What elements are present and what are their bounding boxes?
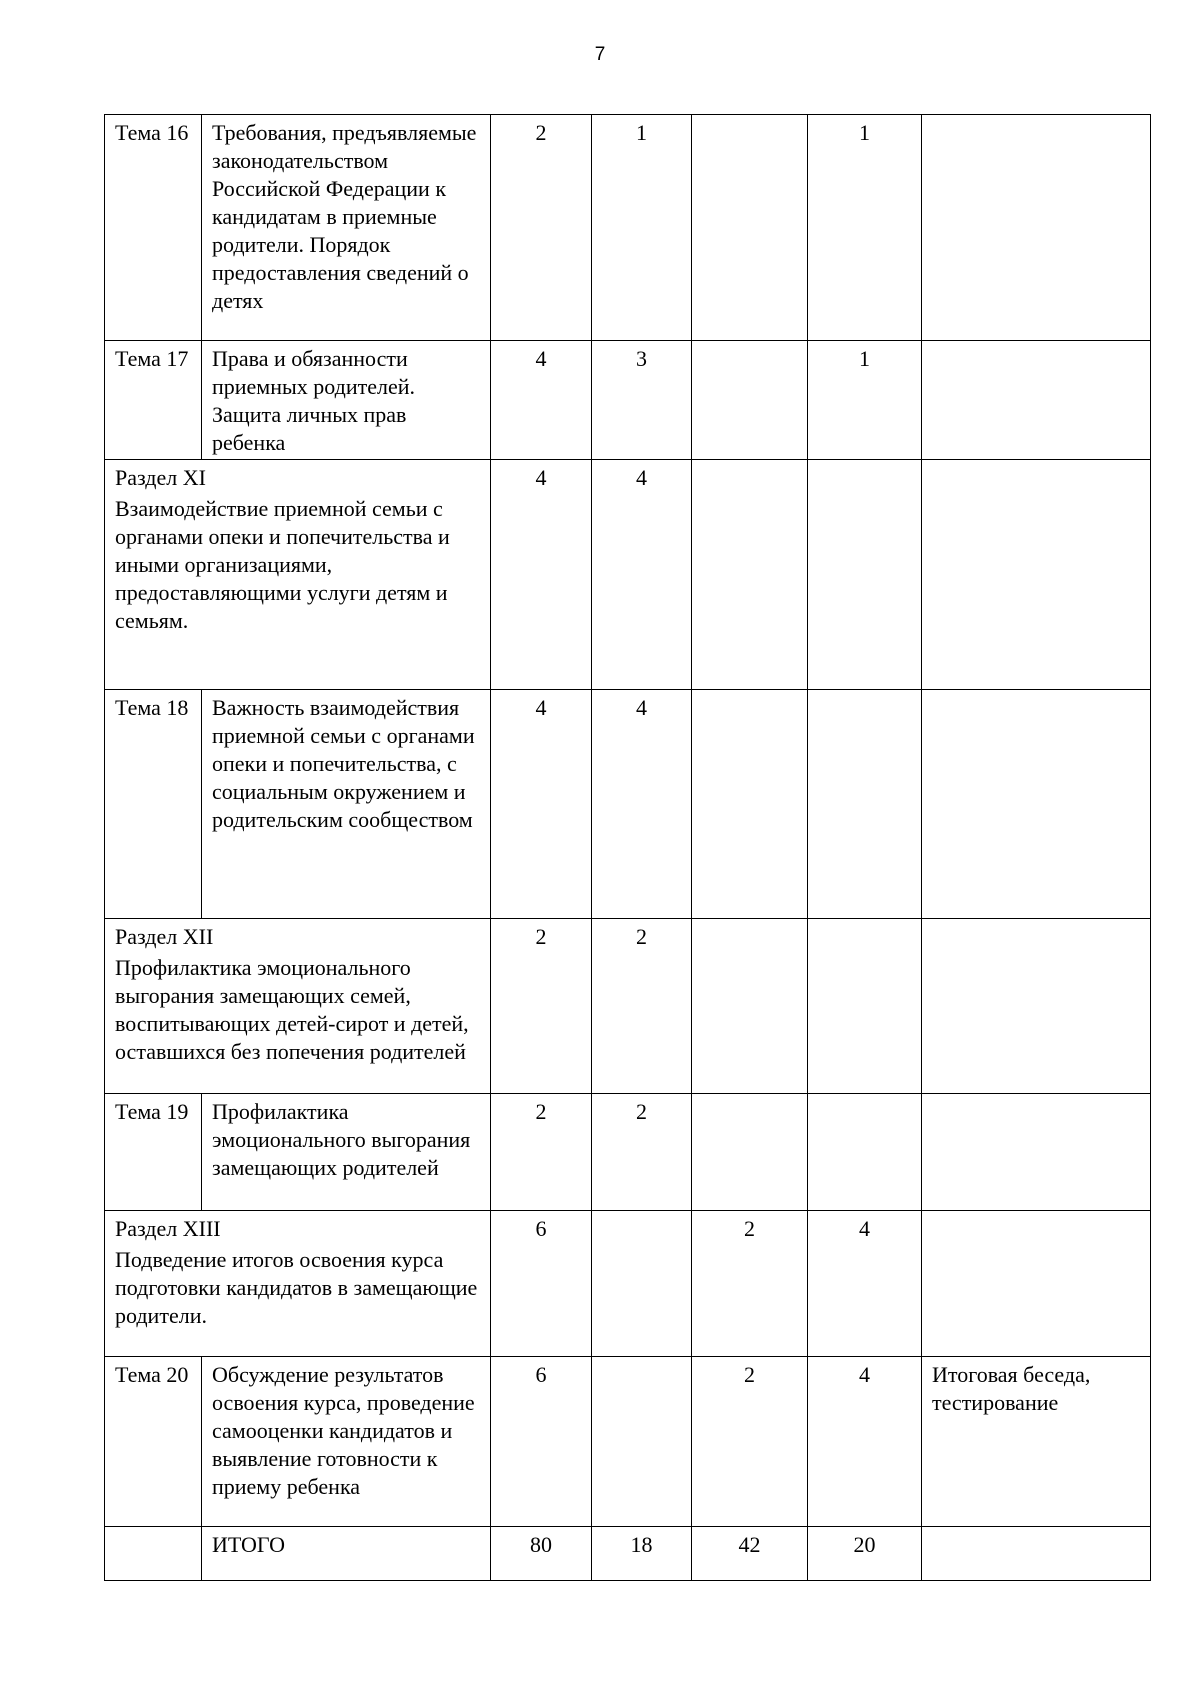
- section-title: Профилактика эмоционального выгорания замещающих семей, воспитывающих детей-сирот и детей, оставшихся без попечения родителей: [115, 955, 469, 1064]
- row-label: [105, 1527, 202, 1581]
- hours-col-2: [592, 1357, 692, 1527]
- hours-col-4: 20: [808, 1527, 922, 1581]
- row-note: Итоговая беседа, тестирование: [922, 1357, 1151, 1527]
- section-label: Раздел XII: [115, 924, 214, 949]
- row-label: Тема 17: [105, 341, 202, 460]
- hours-col-4: 1: [808, 341, 922, 460]
- hours-total: 80: [491, 1527, 592, 1581]
- row-note: [922, 460, 1151, 690]
- table-row: [105, 1357, 1151, 1527]
- row-title: Важность взаимодействия приемной семьи с органами опеки и попечительства, с социальным окружением и родительским сообществом: [202, 690, 491, 919]
- hours-col-4: 4: [808, 1211, 922, 1357]
- table-row: [105, 1094, 1151, 1211]
- hours-col-3: [692, 460, 808, 690]
- row-note: [922, 919, 1151, 1094]
- section-cell: [105, 919, 491, 1094]
- table-row: [105, 690, 1151, 919]
- section-cell: [105, 460, 491, 690]
- hours-col-4: [808, 690, 922, 919]
- row-title: Требования, предъявляемые законодательством Российской Федерации к кандидатам в приемные родители. Порядок предоставления сведений о детях: [202, 115, 491, 341]
- section-title: Взаимодействие приемной семьи с органами опеки и попечительства и иными организациями, предоставляющими услуги детям и семьям.: [115, 496, 450, 633]
- table-row: [105, 115, 1151, 341]
- section-label: Раздел XIII: [115, 1216, 221, 1241]
- hours-col-2: 2: [592, 1094, 692, 1211]
- hours-total: 4: [491, 690, 592, 919]
- section-label: Раздел XI: [115, 465, 206, 490]
- hours-total: 4: [491, 460, 592, 690]
- row-note: [922, 1527, 1151, 1581]
- total-label: ИТОГО: [202, 1527, 491, 1581]
- row-label: Тема 20: [105, 1357, 202, 1527]
- table-row: [105, 919, 1151, 1094]
- section-cell: [105, 1211, 491, 1357]
- hours-col-3: 2: [692, 1357, 808, 1527]
- hours-col-3: [692, 919, 808, 1094]
- table-row: [105, 1211, 1151, 1357]
- table-row-total: [105, 1527, 1151, 1581]
- row-label: Тема 18: [105, 690, 202, 919]
- row-title: Права и обязанности приемных родителей. Защита личных прав ребенка: [202, 341, 491, 460]
- hours-col-2: 4: [592, 460, 692, 690]
- table-row: [105, 341, 1151, 460]
- hours-total: 6: [491, 1211, 592, 1357]
- row-title: Профилактика эмоционального выгорания замещающих родителей: [202, 1094, 491, 1211]
- hours-col-4: [808, 1094, 922, 1211]
- hours-total: 2: [491, 115, 592, 341]
- row-note: [922, 341, 1151, 460]
- hours-col-4: 1: [808, 115, 922, 341]
- section-title: Подведение итогов освоения курса подготовки кандидатов в замещающие родители.: [115, 1247, 478, 1328]
- row-note: [922, 1211, 1151, 1357]
- row-label: Тема 16: [105, 115, 202, 341]
- hours-col-3: [692, 341, 808, 460]
- hours-col-2: 1: [592, 115, 692, 341]
- curriculum-table: [104, 114, 1151, 1581]
- hours-total: 2: [491, 1094, 592, 1211]
- hours-total: 2: [491, 919, 592, 1094]
- hours-total: 4: [491, 341, 592, 460]
- table-row: [105, 460, 1151, 690]
- hours-total: 6: [491, 1357, 592, 1527]
- row-label: Тема 19: [105, 1094, 202, 1211]
- hours-col-3: [692, 1094, 808, 1211]
- hours-col-2: [592, 1211, 692, 1357]
- row-note: [922, 115, 1151, 341]
- page-number: 7: [594, 44, 606, 65]
- hours-col-3: [692, 690, 808, 919]
- hours-col-3: 42: [692, 1527, 808, 1581]
- hours-col-2: 18: [592, 1527, 692, 1581]
- hours-col-3: [692, 115, 808, 341]
- hours-col-2: 2: [592, 919, 692, 1094]
- row-note: [922, 690, 1151, 919]
- hours-col-3: 2: [692, 1211, 808, 1357]
- row-title: Обсуждение результатов освоения курса, проведение самооценки кандидатов и выявление готовности к приему ребенка: [202, 1357, 491, 1527]
- hours-col-2: 4: [592, 690, 692, 919]
- hours-col-4: 4: [808, 1357, 922, 1527]
- row-note: [922, 1094, 1151, 1211]
- hours-col-4: [808, 919, 922, 1094]
- hours-col-4: [808, 460, 922, 690]
- hours-col-2: 3: [592, 341, 692, 460]
